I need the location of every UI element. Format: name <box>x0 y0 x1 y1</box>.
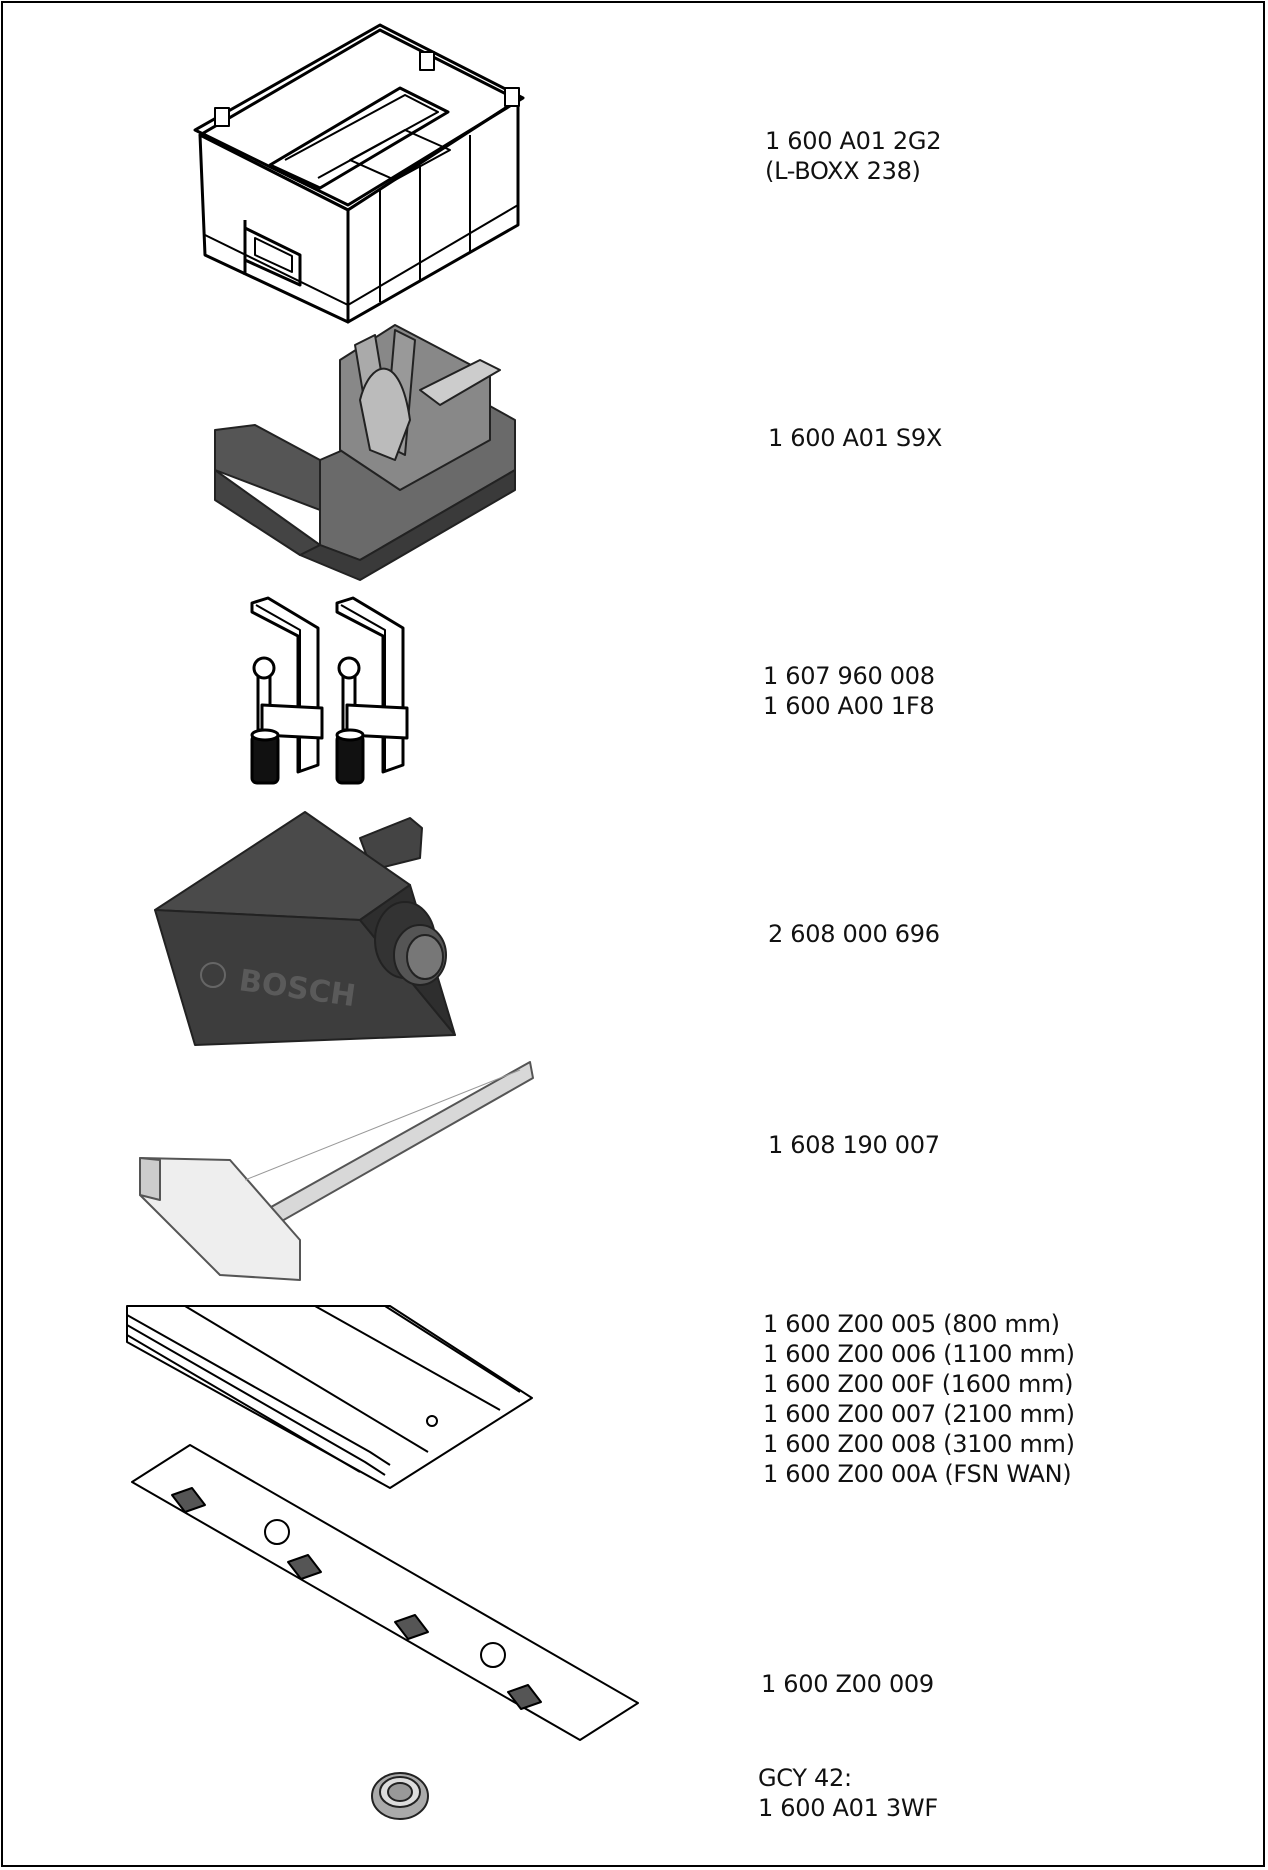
part-number: 2 608 000 696 <box>768 920 940 948</box>
part-number: 1 608 190 007 <box>768 1131 940 1159</box>
part-number: 1 600 Z00 00A (FSN WAN) <box>763 1460 1072 1488</box>
part-number: 1 600 Z00 006 (1100 mm) <box>763 1340 1075 1368</box>
part-number: 1 600 Z00 005 (800 mm) <box>763 1310 1060 1338</box>
connector-strip-illustration <box>132 1445 638 1740</box>
part-label-guide-rails <box>763 1309 1075 1489</box>
part-description: (L-BOXX 238) <box>765 157 921 185</box>
hood-logo-text: BOSCH <box>236 963 358 1015</box>
cap-illustration <box>372 1773 428 1819</box>
case-insert-illustration <box>215 325 515 580</box>
part-number: 1 600 A01 S9X <box>768 424 942 452</box>
part-model: GCY 42: <box>758 1764 852 1792</box>
part-label-l-boxx <box>765 126 941 186</box>
part-number: 1 607 960 008 <box>763 662 935 690</box>
part-number: 1 600 Z00 008 (3100 mm) <box>763 1430 1075 1458</box>
part-number: 1 600 A01 3WF <box>758 1794 938 1822</box>
part-label-angle-guide <box>768 1130 940 1160</box>
part-number: 1 600 Z00 00F (1600 mm) <box>763 1370 1074 1398</box>
screw-clamps-illustration <box>252 598 407 783</box>
part-number: 1 600 A00 1F8 <box>763 692 935 720</box>
part-label-cap <box>758 1763 938 1823</box>
part-label-clamps <box>763 661 935 721</box>
part-number: 1 600 Z00 007 (2100 mm) <box>763 1400 1075 1428</box>
part-number: 1 600 A01 2G2 <box>765 127 942 155</box>
dust-extraction-hood-illustration <box>155 812 455 1045</box>
part-label-connector <box>761 1669 934 1699</box>
part-label-insert <box>768 423 942 453</box>
angle-guide-illustration <box>140 1062 533 1280</box>
part-number: 1 600 Z00 009 <box>761 1670 934 1698</box>
part-label-dust-hood <box>768 919 940 949</box>
l-boxx-case-illustration <box>195 25 523 322</box>
